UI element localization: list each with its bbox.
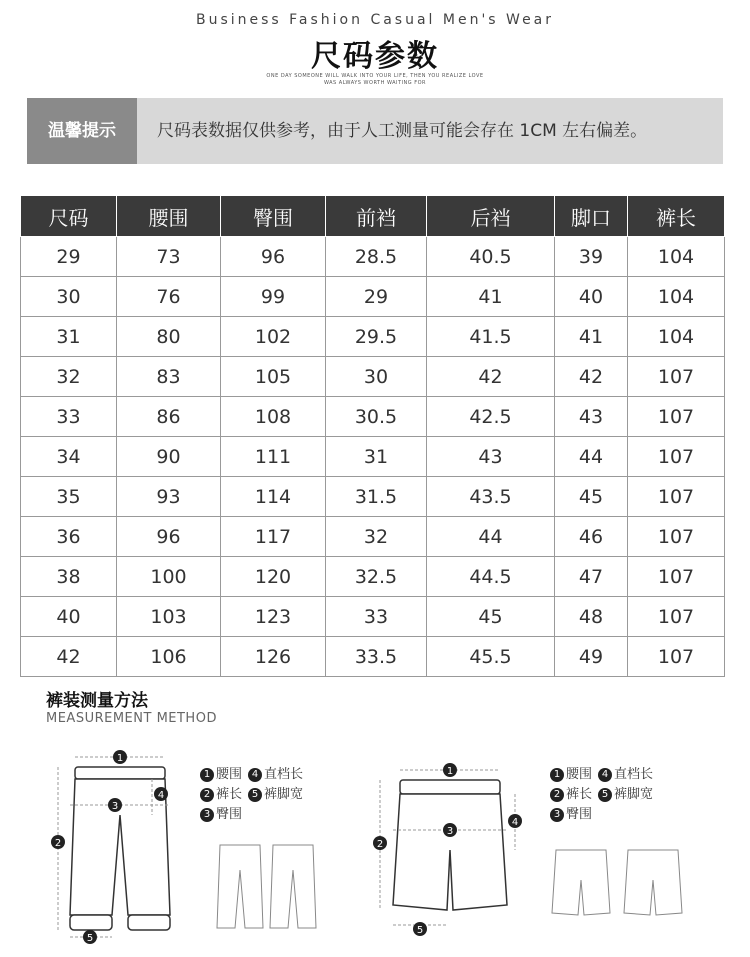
table-cell: 33 <box>326 597 427 637</box>
tip-text: 尺码表数据仅供参考，由于人工测量可能会存在 1CM 左右偏差。 <box>157 121 648 141</box>
table-cell: 117 <box>221 517 326 557</box>
table-cell: 120 <box>221 557 326 597</box>
table-row <box>21 597 725 637</box>
shorts-diagram <box>365 755 545 945</box>
legend-label: 裤长 <box>216 787 243 802</box>
table-cell: 76 <box>117 277 221 317</box>
long-pants-back-thumb <box>270 845 316 928</box>
legend-item <box>550 785 592 805</box>
table-cell: 48 <box>555 597 628 637</box>
table-cell: 32.5 <box>326 557 427 597</box>
table-cell: 47 <box>555 557 628 597</box>
table-cell: 39 <box>555 237 628 277</box>
size-table <box>20 195 725 677</box>
table-cell: 107 <box>628 597 725 637</box>
measurement-title: 裤装测量方法 <box>46 691 148 711</box>
table-row <box>21 637 725 677</box>
table-cell: 107 <box>628 517 725 557</box>
table-row <box>21 317 725 357</box>
marker-3: 3 <box>111 801 119 812</box>
legend-number-icon: 2 <box>200 788 214 802</box>
legend-item <box>200 805 242 825</box>
table-cell: 29.5 <box>326 317 427 357</box>
shorts-front-thumb <box>552 850 610 915</box>
table-row <box>21 397 725 437</box>
shorts-thumbnails <box>548 845 693 920</box>
legend-label: 腰围 <box>216 767 243 782</box>
table-cell: 42 <box>427 357 555 397</box>
table-cell: 107 <box>628 397 725 437</box>
table-cell: 31.5 <box>326 477 427 517</box>
table-cell: 90 <box>117 437 221 477</box>
table-row <box>21 437 725 477</box>
table-cell: 36 <box>21 517 117 557</box>
table-cell: 99 <box>221 277 326 317</box>
table-cell: 45 <box>555 477 628 517</box>
legend-label: 直档长 <box>614 767 654 782</box>
table-cell: 96 <box>221 237 326 277</box>
tip-label: 温馨提示 <box>27 98 137 164</box>
long-pants-thumbnails <box>215 840 325 935</box>
table-cell: 107 <box>628 557 725 597</box>
legend-number-icon: 4 <box>598 768 612 782</box>
table-cell: 30 <box>21 277 117 317</box>
legend-item <box>248 785 303 805</box>
table-cell: 45.5 <box>427 637 555 677</box>
legend-label: 裤长 <box>566 787 593 802</box>
table-cell: 29 <box>326 277 427 317</box>
table-cell: 38 <box>21 557 117 597</box>
legend-item <box>550 805 592 825</box>
table-cell: 46 <box>555 517 628 557</box>
brand-subtitle: Business Fashion Casual Men's Wear <box>195 12 555 28</box>
long-pants-front-thumb <box>217 845 263 928</box>
table-cell: 111 <box>221 437 326 477</box>
table-cell: 43 <box>555 397 628 437</box>
table-cell: 43 <box>427 437 555 477</box>
shorts-outline <box>393 794 507 910</box>
header-leg-opening: 脚口 <box>555 196 628 237</box>
table-cell: 103 <box>117 597 221 637</box>
header-size: 尺码 <box>21 196 117 237</box>
table-cell: 105 <box>221 357 326 397</box>
legend-number-icon: 4 <box>248 768 262 782</box>
table-cell: 80 <box>117 317 221 357</box>
table-cell: 107 <box>628 637 725 677</box>
left-cuff <box>70 915 112 930</box>
legend-item <box>550 765 592 785</box>
table-cell: 33.5 <box>326 637 427 677</box>
table-cell: 28.5 <box>326 237 427 277</box>
table-cell: 41 <box>427 277 555 317</box>
legend-number-icon: 1 <box>200 768 214 782</box>
legend-number-icon: 5 <box>248 788 262 802</box>
right-cuff <box>128 915 170 930</box>
table-cell: 33 <box>21 397 117 437</box>
shorts-marker-4: 4 <box>511 817 519 828</box>
table-cell: 43.5 <box>427 477 555 517</box>
legend-item <box>248 765 303 785</box>
table-cell: 41.5 <box>427 317 555 357</box>
table-cell: 107 <box>628 477 725 517</box>
table-cell: 42 <box>555 357 628 397</box>
table-cell: 30.5 <box>326 397 427 437</box>
legend-label: 臀围 <box>216 807 243 822</box>
marker-2: 2 <box>54 838 62 849</box>
table-cell: 42.5 <box>427 397 555 437</box>
marker-5: 5 <box>86 933 94 944</box>
page-title: 尺码参数 <box>311 39 439 74</box>
table-cell: 40.5 <box>427 237 555 277</box>
header-length: 裤长 <box>628 196 725 237</box>
legend-label: 裤脚宽 <box>614 787 654 802</box>
table-cell: 49 <box>555 637 628 677</box>
table-cell: 42 <box>21 637 117 677</box>
shorts-back-thumb <box>624 850 682 915</box>
table-cell: 29 <box>21 237 117 277</box>
table-cell: 107 <box>628 357 725 397</box>
legend-number-icon: 3 <box>200 808 214 822</box>
table-cell: 44 <box>555 437 628 477</box>
table-row <box>21 357 725 397</box>
table-cell: 35 <box>21 477 117 517</box>
pants-outline <box>70 779 170 915</box>
legend-item <box>598 785 653 805</box>
table-cell: 32 <box>326 517 427 557</box>
table-cell: 41 <box>555 317 628 357</box>
shorts-marker-1: 1 <box>446 766 454 777</box>
legend-item <box>200 765 242 785</box>
shorts-marker-2: 2 <box>376 839 384 850</box>
table-cell: 102 <box>221 317 326 357</box>
header-front-rise: 前裆 <box>326 196 427 237</box>
table-cell: 34 <box>21 437 117 477</box>
table-cell: 104 <box>628 237 725 277</box>
waistband <box>75 767 165 779</box>
table-cell: 108 <box>221 397 326 437</box>
header-hip: 臀围 <box>221 196 326 237</box>
table-cell: 93 <box>117 477 221 517</box>
table-cell: 126 <box>221 637 326 677</box>
table-cell: 32 <box>21 357 117 397</box>
legend-number-icon: 1 <box>550 768 564 782</box>
shorts-waistband <box>400 780 500 794</box>
legend-label: 直档长 <box>264 767 304 782</box>
table-cell: 40 <box>21 597 117 637</box>
tip-banner <box>27 98 723 164</box>
long-pants-diagram <box>40 745 200 945</box>
size-table-header <box>21 196 725 237</box>
long-pants-legend <box>200 765 350 825</box>
marker-4: 4 <box>157 790 165 801</box>
table-cell: 123 <box>221 597 326 637</box>
header-back-rise: 后裆 <box>427 196 555 237</box>
table-row <box>21 557 725 597</box>
table-cell: 107 <box>628 437 725 477</box>
legend-number-icon: 3 <box>550 808 564 822</box>
shorts-marker-5: 5 <box>416 925 424 936</box>
legend-item <box>200 785 242 805</box>
table-cell: 44 <box>427 517 555 557</box>
table-cell: 114 <box>221 477 326 517</box>
table-cell: 40 <box>555 277 628 317</box>
table-cell: 83 <box>117 357 221 397</box>
shorts-marker-3: 3 <box>446 826 454 837</box>
legend-number-icon: 5 <box>598 788 612 802</box>
table-cell: 73 <box>117 237 221 277</box>
table-row <box>21 277 725 317</box>
marker-1: 1 <box>116 753 124 764</box>
legend-label: 臀围 <box>566 807 593 822</box>
measurement-subtitle: MEASUREMENT METHOD <box>46 711 217 726</box>
tagline-line-2: WAS ALWAYS WORTH WAITING FOR <box>323 80 427 86</box>
header-waist: 腰围 <box>117 196 221 237</box>
shorts-legend <box>550 765 700 825</box>
legend-number-icon: 2 <box>550 788 564 802</box>
table-row <box>21 517 725 557</box>
table-cell: 31 <box>326 437 427 477</box>
table-cell: 96 <box>117 517 221 557</box>
table-cell: 106 <box>117 637 221 677</box>
tagline-line-1: ONE DAY SOMEONE WILL WALK INTO YOUR LIFE, THEN YOU REALIZE LOVE <box>266 73 484 79</box>
legend-label: 裤脚宽 <box>264 787 304 802</box>
table-row <box>21 237 725 277</box>
table-cell: 100 <box>117 557 221 597</box>
table-cell: 45 <box>427 597 555 637</box>
table-row <box>21 477 725 517</box>
table-cell: 104 <box>628 317 725 357</box>
table-cell: 86 <box>117 397 221 437</box>
legend-label: 腰围 <box>566 767 593 782</box>
legend-item <box>598 765 653 785</box>
table-cell: 104 <box>628 277 725 317</box>
table-cell: 31 <box>21 317 117 357</box>
table-cell: 44.5 <box>427 557 555 597</box>
table-cell: 30 <box>326 357 427 397</box>
